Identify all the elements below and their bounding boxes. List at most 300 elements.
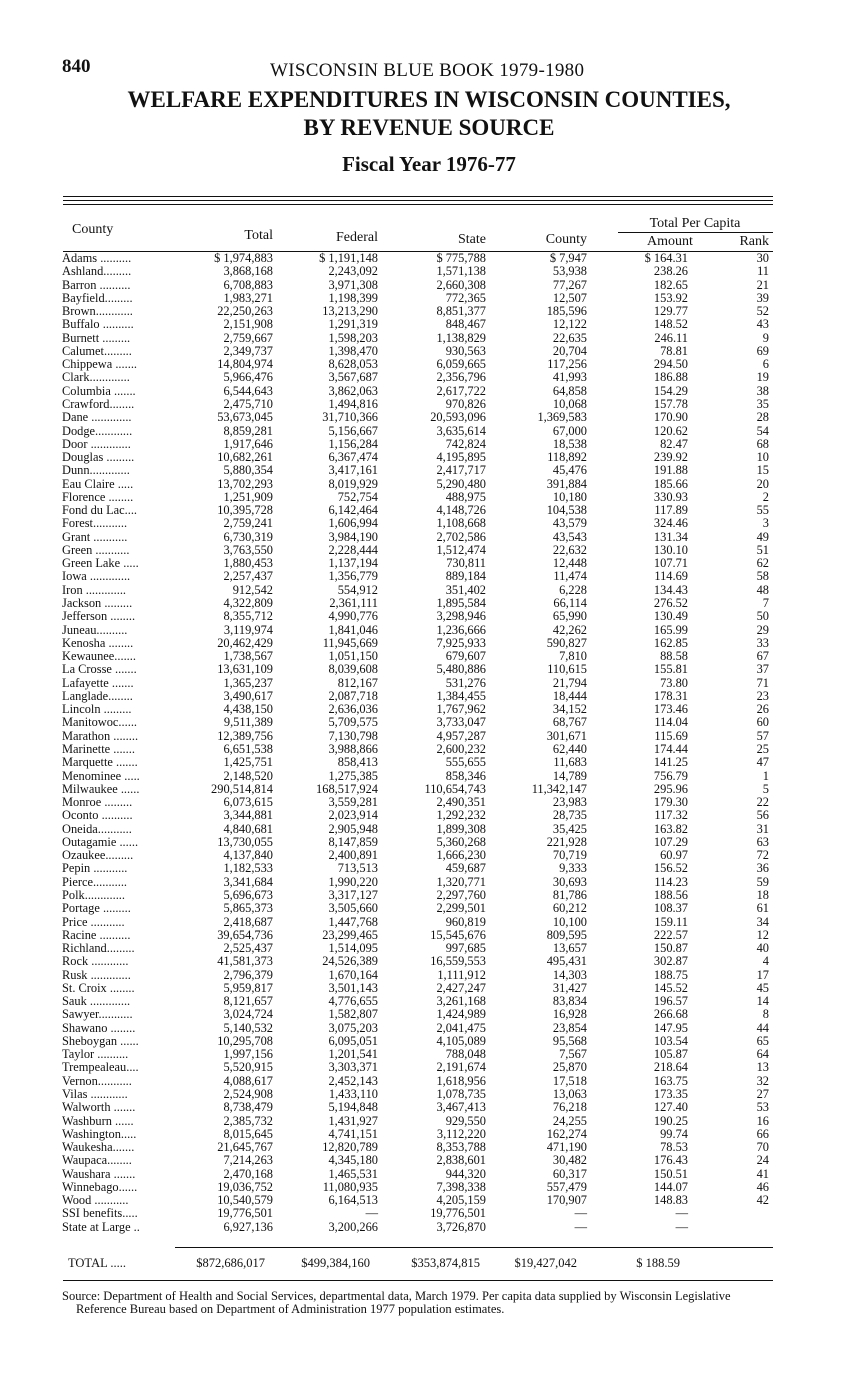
table-row [0, 783, 859, 796]
cell-rank: 41 [756, 1166, 769, 1181]
cell-state: 2,417,717 [436, 463, 486, 478]
cell-total: 5,520,915 [223, 1060, 273, 1075]
cell-federal: 1,841,046 [328, 622, 378, 637]
cell-amount: 127.40 [653, 1100, 688, 1115]
cell-name: Vernon........... [62, 1074, 132, 1088]
cell-name: Buffalo .......... [62, 318, 134, 332]
cell-state: 8,353,788 [436, 1140, 486, 1155]
cell-rank: 10 [756, 450, 769, 465]
cell-county: 10,180 [552, 489, 587, 504]
cell-rank: 3 [762, 516, 769, 531]
cell-amount: 179.30 [653, 795, 688, 810]
cell-federal: 23,299,465 [322, 927, 378, 942]
cell-federal: 2,905,948 [328, 821, 378, 836]
cell-state: 3,112,220 [436, 1126, 486, 1141]
cell-amount: 131.34 [653, 529, 688, 544]
cell-total: 1,880,453 [223, 556, 273, 571]
cell-county: 557,479 [546, 1179, 587, 1194]
cell-state: 2,490,351 [436, 795, 486, 810]
cell-federal: 1,137,194 [328, 556, 378, 571]
cell-amount: 82.47 [660, 436, 688, 451]
cell-amount: 191.88 [653, 463, 688, 478]
cell-rank: 36 [756, 861, 769, 876]
cell-federal: 1,582,807 [328, 1007, 378, 1022]
cell-total: 1,983,271 [223, 290, 273, 305]
cell-state: $ 775,788 [436, 251, 486, 265]
cell-name: Calumet......... [62, 344, 132, 358]
cell-total: 6,708,883 [223, 277, 273, 292]
cell-rank: 21 [756, 277, 769, 292]
header-county: County [72, 222, 114, 237]
cell-total: 3,119,974 [223, 622, 273, 637]
cell-state: 15,545,676 [430, 927, 486, 942]
table-top-rule-3 [63, 204, 773, 205]
cell-federal: 3,862,063 [328, 383, 378, 398]
cell-state: 5,290,480 [436, 476, 486, 491]
table-row [0, 995, 859, 1008]
cell-amount: 117.32 [654, 808, 688, 823]
cell-amount: 150.51 [653, 1166, 688, 1181]
cell-state: 1,108,668 [436, 516, 486, 531]
cell-total: 2,349,737 [223, 343, 273, 358]
cell-total: 5,865,373 [223, 901, 273, 916]
cell-federal: 1,606,994 [328, 516, 378, 531]
cell-total: 10,395,728 [217, 503, 273, 518]
cell-total: 2,385,732 [223, 1113, 273, 1128]
cell-total: 1,738,567 [223, 649, 273, 664]
cell-county: 34,152 [552, 702, 587, 717]
cell-rank: 23 [756, 688, 769, 703]
cell-amount: 107.29 [653, 834, 688, 849]
cell-name: Monroe ......... [62, 796, 133, 810]
cell-federal: 1,291,319 [328, 317, 378, 332]
table-row [0, 716, 859, 729]
cell-name: Waushara ....... [62, 1167, 136, 1181]
cell-name: Brown............ [62, 305, 133, 319]
cell-county: 43,579 [552, 516, 587, 531]
cell-name: Forest........... [62, 517, 128, 531]
cell-state: 679,607 [445, 649, 486, 664]
cell-name: Washburn ...... [62, 1114, 134, 1128]
cell-total: 41,581,373 [217, 954, 273, 969]
cell-rank: 72 [756, 848, 769, 863]
table-row [0, 1075, 859, 1088]
cell-county: 23,983 [552, 795, 587, 810]
cell-total: 10,682,261 [217, 450, 273, 465]
cell-total: 8,738,479 [223, 1100, 273, 1115]
cell-state: 3,298,946 [436, 609, 486, 624]
cell-state: 2,356,796 [436, 370, 486, 385]
cell-rank: 12 [756, 927, 769, 942]
cell-name: Marquette ....... [62, 756, 138, 770]
cell-amount: 129.77 [653, 304, 688, 319]
cell-federal: 1,431,927 [328, 1113, 378, 1128]
cell-amount: 173.35 [653, 1087, 688, 1101]
cell-county: 162,274 [546, 1126, 587, 1141]
cell-county: 41,993 [552, 370, 587, 385]
cell-county: 11,683 [553, 755, 587, 770]
header-per-capita: Total Per Capita [649, 216, 741, 231]
cell-county: 35,425 [552, 821, 587, 836]
cell-name: Dane ............. [62, 411, 132, 425]
cell-state: 5,360,268 [436, 834, 486, 849]
cell-name: Wood ........... [62, 1194, 129, 1208]
cell-county: 62,440 [552, 741, 587, 756]
cell-rank: 47 [756, 755, 769, 770]
table-row [0, 438, 859, 451]
cell-name: Milwaukee ...... [62, 782, 140, 796]
cell-total: 13,631,109 [217, 662, 273, 677]
cell-county: 45,476 [552, 463, 587, 478]
cell-name: Outagamie ...... [62, 835, 139, 849]
cell-total: 13,730,055 [217, 834, 273, 849]
cell-county: 66,114 [553, 596, 587, 611]
cell-amount: 148.52 [653, 317, 688, 332]
cell-total: 13,702,293 [217, 476, 273, 491]
cell-federal: 11,080,935 [322, 1179, 378, 1194]
cell-county: 23,854 [552, 1020, 587, 1035]
table-row [0, 491, 859, 504]
cell-state: 930,563 [445, 343, 486, 358]
cell-county: 14,303 [552, 967, 587, 982]
cell-county: 67,000 [552, 423, 587, 438]
cell-state: 2,600,232 [436, 741, 486, 756]
cell-state: 459,687 [445, 861, 486, 876]
cell-federal: 6,142,464 [328, 503, 378, 518]
cell-amount: 148.83 [653, 1193, 688, 1208]
table-row [0, 982, 859, 995]
cell-rank: 34 [756, 914, 769, 929]
cell-total: 7,214,263 [223, 1153, 273, 1168]
cell-federal: 5,156,667 [328, 423, 378, 438]
cell-amount: 174.44 [653, 741, 688, 756]
cell-total: 3,868,168 [223, 264, 273, 279]
cell-total: 53,673,045 [217, 410, 273, 425]
cell-state: 2,297,760 [436, 887, 486, 902]
cell-name: Jefferson ........ [62, 610, 136, 624]
table-row [0, 504, 859, 517]
cell-name: Sauk ............. [62, 995, 131, 1009]
cell-name: Ozaukee......... [62, 849, 134, 863]
table-row [0, 969, 859, 982]
cell-rank: 14 [756, 994, 769, 1009]
cell-amount: 165.99 [653, 622, 688, 637]
cell-state: 858,346 [445, 768, 486, 783]
cell-county: 11,342,147 [531, 781, 587, 796]
table-row [0, 557, 859, 570]
cell-name: Langlade........ [62, 689, 133, 703]
cell-federal: 1,494,816 [328, 396, 378, 411]
cell-name: Manitowoc...... [62, 716, 138, 730]
cell-total: 1,251,909 [223, 489, 273, 504]
table-row [0, 610, 859, 623]
cell-rank: 31 [756, 821, 769, 836]
cell-total: 6,927,136 [223, 1219, 273, 1234]
cell-rank: 71 [756, 675, 769, 690]
cell-county: 83,834 [552, 994, 587, 1009]
cell-county: 95,568 [552, 1033, 587, 1048]
cell-rank: 40 [756, 941, 769, 956]
cell-name: Portage ......... [62, 902, 131, 916]
cell-federal: 3,200,266 [328, 1219, 378, 1234]
cell-state: 531,276 [445, 675, 486, 690]
cell-total: 3,763,550 [223, 542, 273, 557]
cell-rank: 18 [756, 887, 769, 902]
table-row [0, 584, 859, 597]
cell-name: State at Large .. [62, 1220, 140, 1234]
cell-total: 4,322,809 [223, 596, 273, 611]
cell-rank: 52 [756, 304, 769, 319]
cell-total: 8,355,712 [223, 609, 273, 624]
cell-total: 5,966,476 [223, 370, 273, 385]
cell-amount: 103.54 [653, 1033, 688, 1048]
cell-amount: 176.43 [653, 1153, 688, 1168]
cell-rank: 69 [756, 343, 769, 358]
cell-federal: 8,628,053 [328, 357, 378, 372]
cell-federal: 4,990,776 [328, 609, 378, 624]
cell-total: 2,151,908 [223, 317, 273, 332]
cell-name: Marathon ........ [62, 729, 139, 743]
table-row [0, 597, 859, 610]
cell-name: Barron .......... [62, 278, 131, 292]
cell-county: 60,317 [552, 1166, 587, 1181]
cell-state: 2,191,674 [436, 1060, 486, 1075]
cell-total: 5,140,532 [223, 1020, 273, 1035]
cell-rank: 68 [756, 436, 769, 451]
cell-rank: 27 [756, 1087, 769, 1101]
table-row [0, 862, 859, 875]
total-federal: $499,384,160 [301, 1256, 370, 1270]
cell-county: 471,190 [546, 1140, 587, 1155]
table-row [0, 1168, 859, 1181]
cell-state: 1,571,138 [436, 264, 486, 279]
cell-state: 8,851,377 [436, 304, 486, 319]
table-row [0, 252, 859, 265]
source-note [62, 1290, 762, 1316]
cell-federal: 168,517,924 [316, 781, 378, 796]
cell-federal: 8,019,929 [328, 476, 378, 491]
header-state: State [458, 232, 486, 247]
cell-name: Fond du Lac.... [62, 504, 138, 518]
cell-federal: 2,228,444 [328, 542, 378, 557]
cell-name: Columbia ....... [62, 384, 136, 398]
cell-amount: 154.29 [653, 383, 688, 398]
cell-rank: 45 [756, 980, 769, 995]
cell-federal: 5,709,575 [328, 715, 378, 730]
cell-county: 13,063 [552, 1087, 587, 1101]
cell-federal: — [365, 1206, 378, 1221]
cell-name: Dodge............ [62, 424, 133, 438]
cell-amount: 173.46 [653, 702, 688, 717]
cell-state: 351,402 [445, 582, 486, 597]
cell-amount: 107.71 [653, 556, 688, 571]
cell-federal: 1,356,779 [328, 569, 378, 584]
cell-rank: 59 [756, 874, 769, 889]
cell-state: 929,550 [445, 1113, 486, 1128]
cell-rank: 24 [756, 1153, 769, 1168]
cell-county: 1,369,583 [537, 410, 587, 425]
cell-amount: 147.95 [653, 1020, 688, 1035]
table-row [0, 796, 859, 809]
cell-federal: 8,147,859 [328, 834, 378, 849]
cell-name: Florence ........ [62, 490, 134, 504]
cell-county: 68,767 [552, 715, 587, 730]
cell-rank: 1 [762, 768, 769, 783]
table-row [0, 1128, 859, 1141]
table-row [0, 849, 859, 862]
cell-state: 1,666,230 [436, 848, 486, 863]
running-head: WISCONSIN BLUE BOOK 1979-1980 [270, 60, 585, 81]
cell-name: Bayfield......... [62, 291, 133, 305]
cell-state: 944,320 [445, 1166, 486, 1181]
cell-federal: 3,501,143 [328, 980, 378, 995]
table-row [0, 279, 859, 292]
cell-state: 7,398,338 [436, 1179, 486, 1194]
cell-county: 12,122 [552, 317, 587, 332]
cell-federal: 1,514,095 [328, 941, 378, 956]
cell-state: 2,299,501 [436, 901, 486, 916]
table-row [0, 809, 859, 822]
cell-state: 6,059,665 [436, 357, 486, 372]
cell-amount: — [675, 1206, 688, 1221]
cell-name: Richland......... [62, 942, 135, 956]
cell-county: 391,884 [546, 476, 587, 491]
cell-federal: 1,156,284 [328, 436, 378, 451]
cell-federal: 554,912 [337, 582, 378, 597]
cell-amount: 115.69 [654, 728, 688, 743]
cell-rank: 11 [757, 264, 769, 279]
cell-state: 19,776,501 [430, 1206, 486, 1221]
cell-total: 6,730,319 [223, 529, 273, 544]
cell-county: 64,858 [552, 383, 587, 398]
cell-name: Vilas ............ [62, 1088, 128, 1101]
cell-state: 1,384,455 [436, 688, 486, 703]
cell-total: 2,796,379 [223, 967, 273, 982]
cell-amount: 114.23 [654, 874, 688, 889]
cell-federal: 1,398,470 [328, 343, 378, 358]
cell-county: 590,827 [546, 635, 587, 650]
cell-amount: 156.52 [653, 861, 688, 876]
total-top-rule [175, 1247, 773, 1248]
cell-federal: 1,275,385 [328, 768, 378, 783]
header-total: Total [244, 228, 273, 243]
cell-county: 17,518 [552, 1073, 587, 1088]
cell-amount: 182.65 [653, 277, 688, 292]
table-row [0, 345, 859, 358]
cell-county: 11,474 [553, 569, 587, 584]
cell-federal: 3,317,127 [328, 887, 378, 902]
cell-state: 3,635,614 [436, 423, 486, 438]
cell-name: Winnebago...... [62, 1180, 138, 1194]
cell-rank: 66 [756, 1126, 769, 1141]
cell-federal: 2,452,143 [328, 1073, 378, 1088]
cell-rank: 56 [756, 808, 769, 823]
cell-total: 3,490,617 [223, 688, 273, 703]
table-row [0, 637, 859, 650]
cell-state: 788,048 [445, 1047, 486, 1062]
cell-amount: 150.87 [653, 941, 688, 956]
cell-county: 7,810 [559, 649, 587, 664]
table-row [0, 544, 859, 557]
cell-federal: 3,984,190 [328, 529, 378, 544]
cell-state: 1,292,232 [436, 808, 486, 823]
table-row [0, 756, 859, 769]
cell-amount: $ 164.31 [644, 251, 688, 265]
cell-amount: 134.43 [653, 582, 688, 597]
cell-amount: 157.78 [653, 396, 688, 411]
cell-federal: 1,465,531 [328, 1166, 378, 1181]
table-row [0, 770, 859, 783]
cell-name: Adams .......... [62, 252, 132, 265]
cell-total: 1,917,646 [223, 436, 273, 451]
cell-amount: 114.69 [654, 569, 688, 584]
table-row [0, 411, 859, 424]
table-row [0, 1141, 859, 1154]
cell-total: 3,024,724 [223, 1007, 273, 1022]
fiscal-year-subtitle: Fiscal Year 1976-77 [342, 152, 516, 176]
cell-rank: 70 [756, 1140, 769, 1155]
cell-total: 4,137,840 [223, 848, 273, 863]
cell-amount: 756.79 [653, 768, 688, 783]
cell-name: Polk............. [62, 888, 125, 902]
cell-name: Clark............. [62, 371, 130, 385]
cell-amount: 153.92 [653, 290, 688, 305]
cell-county: $ 7,947 [549, 251, 587, 265]
cell-amount: 162.85 [653, 635, 688, 650]
cell-name: Eau Claire ..... [62, 477, 134, 491]
cell-amount: 88.58 [660, 649, 688, 664]
table-row [0, 663, 859, 676]
cell-amount: 163.75 [653, 1073, 688, 1088]
cell-state: 960,819 [445, 914, 486, 929]
source-note-text: Source: Department of Health and Social Services, departmental data, March 1979. Per capita data supplied by Wisconsin Legislative Reference Bureau based on Department of Administration 1977 population estimates. [62, 1289, 731, 1316]
cell-county: 22,632 [552, 542, 587, 557]
cell-amount: 105.87 [653, 1047, 688, 1062]
cell-rank: 2 [762, 489, 769, 504]
cell-state: 3,261,168 [436, 994, 486, 1009]
table-row [0, 836, 859, 849]
total-amount: $ 188.59 [636, 1256, 680, 1270]
cell-name: Iowa ............. [62, 570, 131, 584]
cell-name: Marinette ....... [62, 742, 135, 756]
cell-federal: 2,400,891 [328, 848, 378, 863]
cell-county: 6,228 [559, 582, 587, 597]
cell-rank: 61 [756, 901, 769, 916]
cell-federal: 1,433,110 [328, 1087, 378, 1101]
cell-name: St. Croix ........ [62, 981, 135, 995]
cell-name: Iron ............. [62, 583, 127, 597]
cell-federal: 3,567,687 [328, 370, 378, 385]
header-per-capita-rule [618, 232, 773, 233]
table-row [0, 425, 859, 438]
cell-name: Rock ............ [62, 955, 129, 969]
cell-total: 5,880,354 [223, 463, 273, 478]
cell-rank: 35 [756, 396, 769, 411]
cell-rank: 19 [756, 370, 769, 385]
cell-federal: 1,447,768 [328, 914, 378, 929]
cell-federal: $ 1,191,148 [319, 251, 378, 265]
cell-name: Sawyer........... [62, 1008, 133, 1022]
table-row [0, 743, 859, 756]
cell-amount: 222.57 [653, 927, 688, 942]
cell-federal: 713,513 [337, 861, 378, 876]
cell-federal: 858,413 [337, 755, 378, 770]
cell-state: 1,512,474 [436, 542, 486, 557]
cell-total: 6,544,643 [223, 383, 273, 398]
cell-county: 70,719 [552, 848, 587, 863]
cell-total: 290,514,814 [211, 781, 273, 796]
cell-federal: 11,945,669 [322, 635, 378, 650]
